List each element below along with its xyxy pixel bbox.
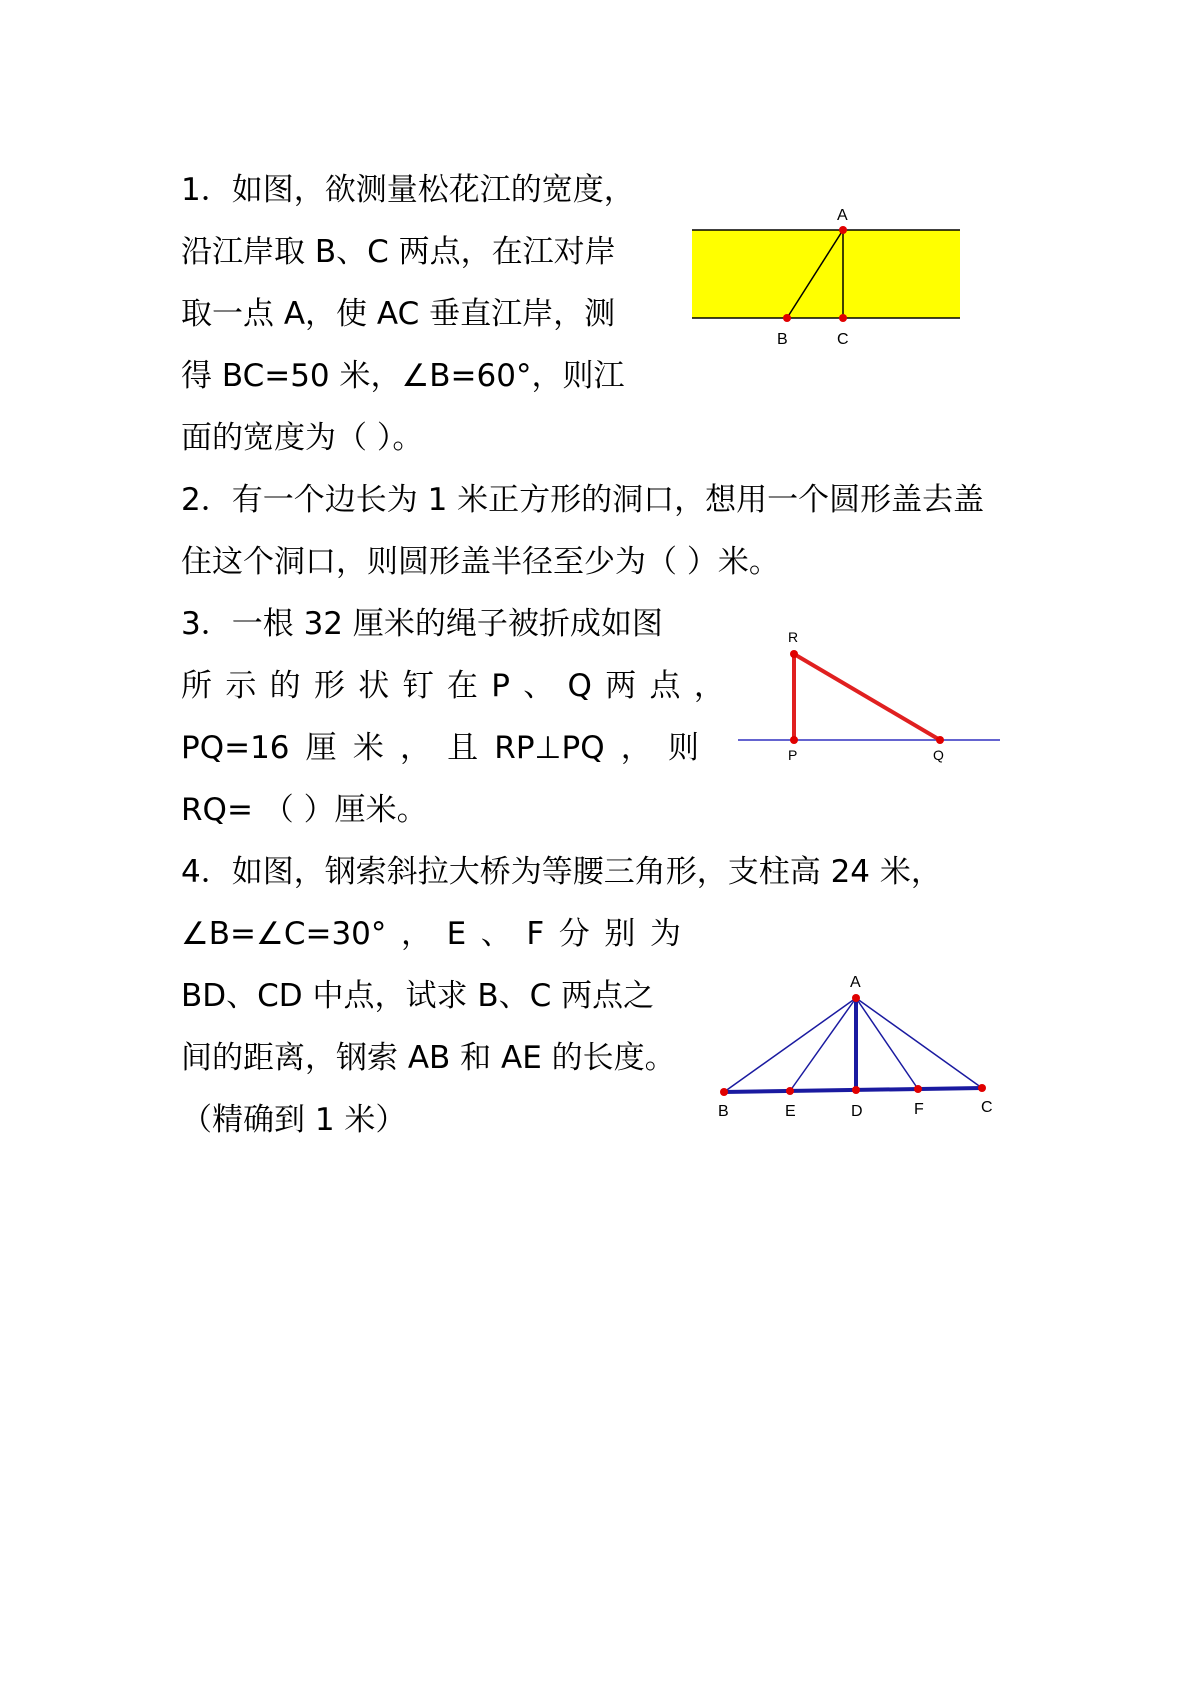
point-q xyxy=(936,736,944,744)
q1-line-4: 得 BC=50 米，∠B=60°，则江 xyxy=(181,358,625,394)
q3-line-2 xyxy=(181,666,725,706)
label-b: B xyxy=(718,1103,729,1120)
q3-l3-w1: 厘 xyxy=(305,730,337,766)
point-p xyxy=(790,736,798,744)
q3-rope-figure xyxy=(730,620,1010,770)
label-b: B xyxy=(777,331,788,348)
q1-river-figure xyxy=(680,200,970,350)
q3-l2-w9: Q xyxy=(567,668,592,704)
point-c xyxy=(839,314,847,322)
q3-l2-w7: P xyxy=(491,668,510,704)
label-a: A xyxy=(850,974,861,991)
point-b xyxy=(720,1088,728,1096)
q3-l2-w5: 钉 xyxy=(402,668,434,704)
q4-l2-w3: 、 xyxy=(480,916,512,952)
q3-l3-w5: RP⊥PQ xyxy=(494,730,605,766)
q1-line-5: 面的宽度为（ ）。 xyxy=(181,420,424,456)
q4-l2-w0: ∠B=∠C=30° xyxy=(181,916,387,952)
q4-l2-w1: ， xyxy=(400,916,432,952)
q4-line-3: BD、CD 中点，试求 B、C 两点之 xyxy=(181,978,655,1014)
q4-l2-w5: 分 xyxy=(558,916,590,952)
point-a xyxy=(839,226,847,234)
q3-l3-w7: 则 xyxy=(667,730,699,766)
q4-l2-w2: E xyxy=(446,916,467,952)
q3-l2-w6: 在 xyxy=(446,668,478,704)
q4-line-5: （精确到 1 米） xyxy=(181,1102,407,1138)
q3-line-1: 3．一根 32 厘米的绳子被折成如图 xyxy=(181,606,663,642)
cable-ab xyxy=(724,998,856,1092)
q4-bridge-figure xyxy=(710,960,1010,1130)
q4-line-2 xyxy=(181,914,681,954)
q3-l2-w8: 、 xyxy=(523,668,555,704)
point-r xyxy=(790,650,798,658)
q3-line-3 xyxy=(181,728,699,768)
q2-line-1: 2．有一个边长为 1 米正方形的洞口，想用一个圆形盖去盖 xyxy=(181,482,985,518)
q2-line-2: 住这个洞口，则圆形盖半径至少为（ ）米。 xyxy=(181,544,780,580)
point-b xyxy=(783,314,791,322)
q3-l2-w3: 形 xyxy=(313,668,345,704)
point-d xyxy=(852,1086,860,1094)
river-band xyxy=(692,230,960,318)
q4-l2-w7: 为 xyxy=(649,916,681,952)
q3-l2-w10: 两 xyxy=(605,668,637,704)
q3-l3-w2: 米 xyxy=(352,730,384,766)
cable-ae xyxy=(790,998,856,1091)
label-q: Q xyxy=(933,747,944,763)
q1-line-2: 沿江岸取 B、C 两点，在江对岸 xyxy=(181,234,616,270)
point-a xyxy=(852,994,860,1002)
q3-l2-w0: 所 xyxy=(181,668,212,704)
label-e: E xyxy=(785,1103,796,1120)
label-f: F xyxy=(914,1101,924,1118)
label-p: P xyxy=(788,747,798,763)
label-c: C xyxy=(837,331,849,348)
rope-rq xyxy=(794,654,940,740)
label-d: D xyxy=(851,1103,863,1120)
q3-l2-w12: ， xyxy=(693,668,725,704)
label-c: C xyxy=(981,1099,993,1116)
cable-af xyxy=(856,998,918,1089)
label-r: R xyxy=(788,629,799,645)
q3-l2-w1: 示 xyxy=(225,668,257,704)
q3-l3-w3: ， xyxy=(399,730,431,766)
q3-l2-w2: 的 xyxy=(269,668,301,704)
q3-l2-w4: 状 xyxy=(358,668,390,704)
q3-l3-w4: 且 xyxy=(447,730,479,766)
q4-l2-w4: F xyxy=(526,916,545,952)
q3-line-4: RQ= （ ）厘米。 xyxy=(181,792,428,828)
q3-l2-w11: 点 xyxy=(649,668,681,704)
q4-l2-w6: 别 xyxy=(604,916,636,952)
q1-line-3: 取一点 A，使 AC 垂直江岸，测 xyxy=(181,296,616,332)
q4-line-4: 间的距离，钢索 AB 和 AE 的长度。 xyxy=(181,1040,676,1076)
q4-line-1: 4．如图，钢索斜拉大桥为等腰三角形，支柱高 24 米， xyxy=(181,854,942,890)
label-a: A xyxy=(837,207,848,224)
point-e xyxy=(786,1087,794,1095)
q3-l3-w0: PQ=16 xyxy=(181,730,290,766)
cable-ac xyxy=(856,998,982,1088)
q3-l3-w6: ， xyxy=(620,730,652,766)
point-f xyxy=(914,1085,922,1093)
q1-line-1: 1．如图，欲测量松花江的宽度， xyxy=(181,172,635,208)
point-c xyxy=(978,1084,986,1092)
